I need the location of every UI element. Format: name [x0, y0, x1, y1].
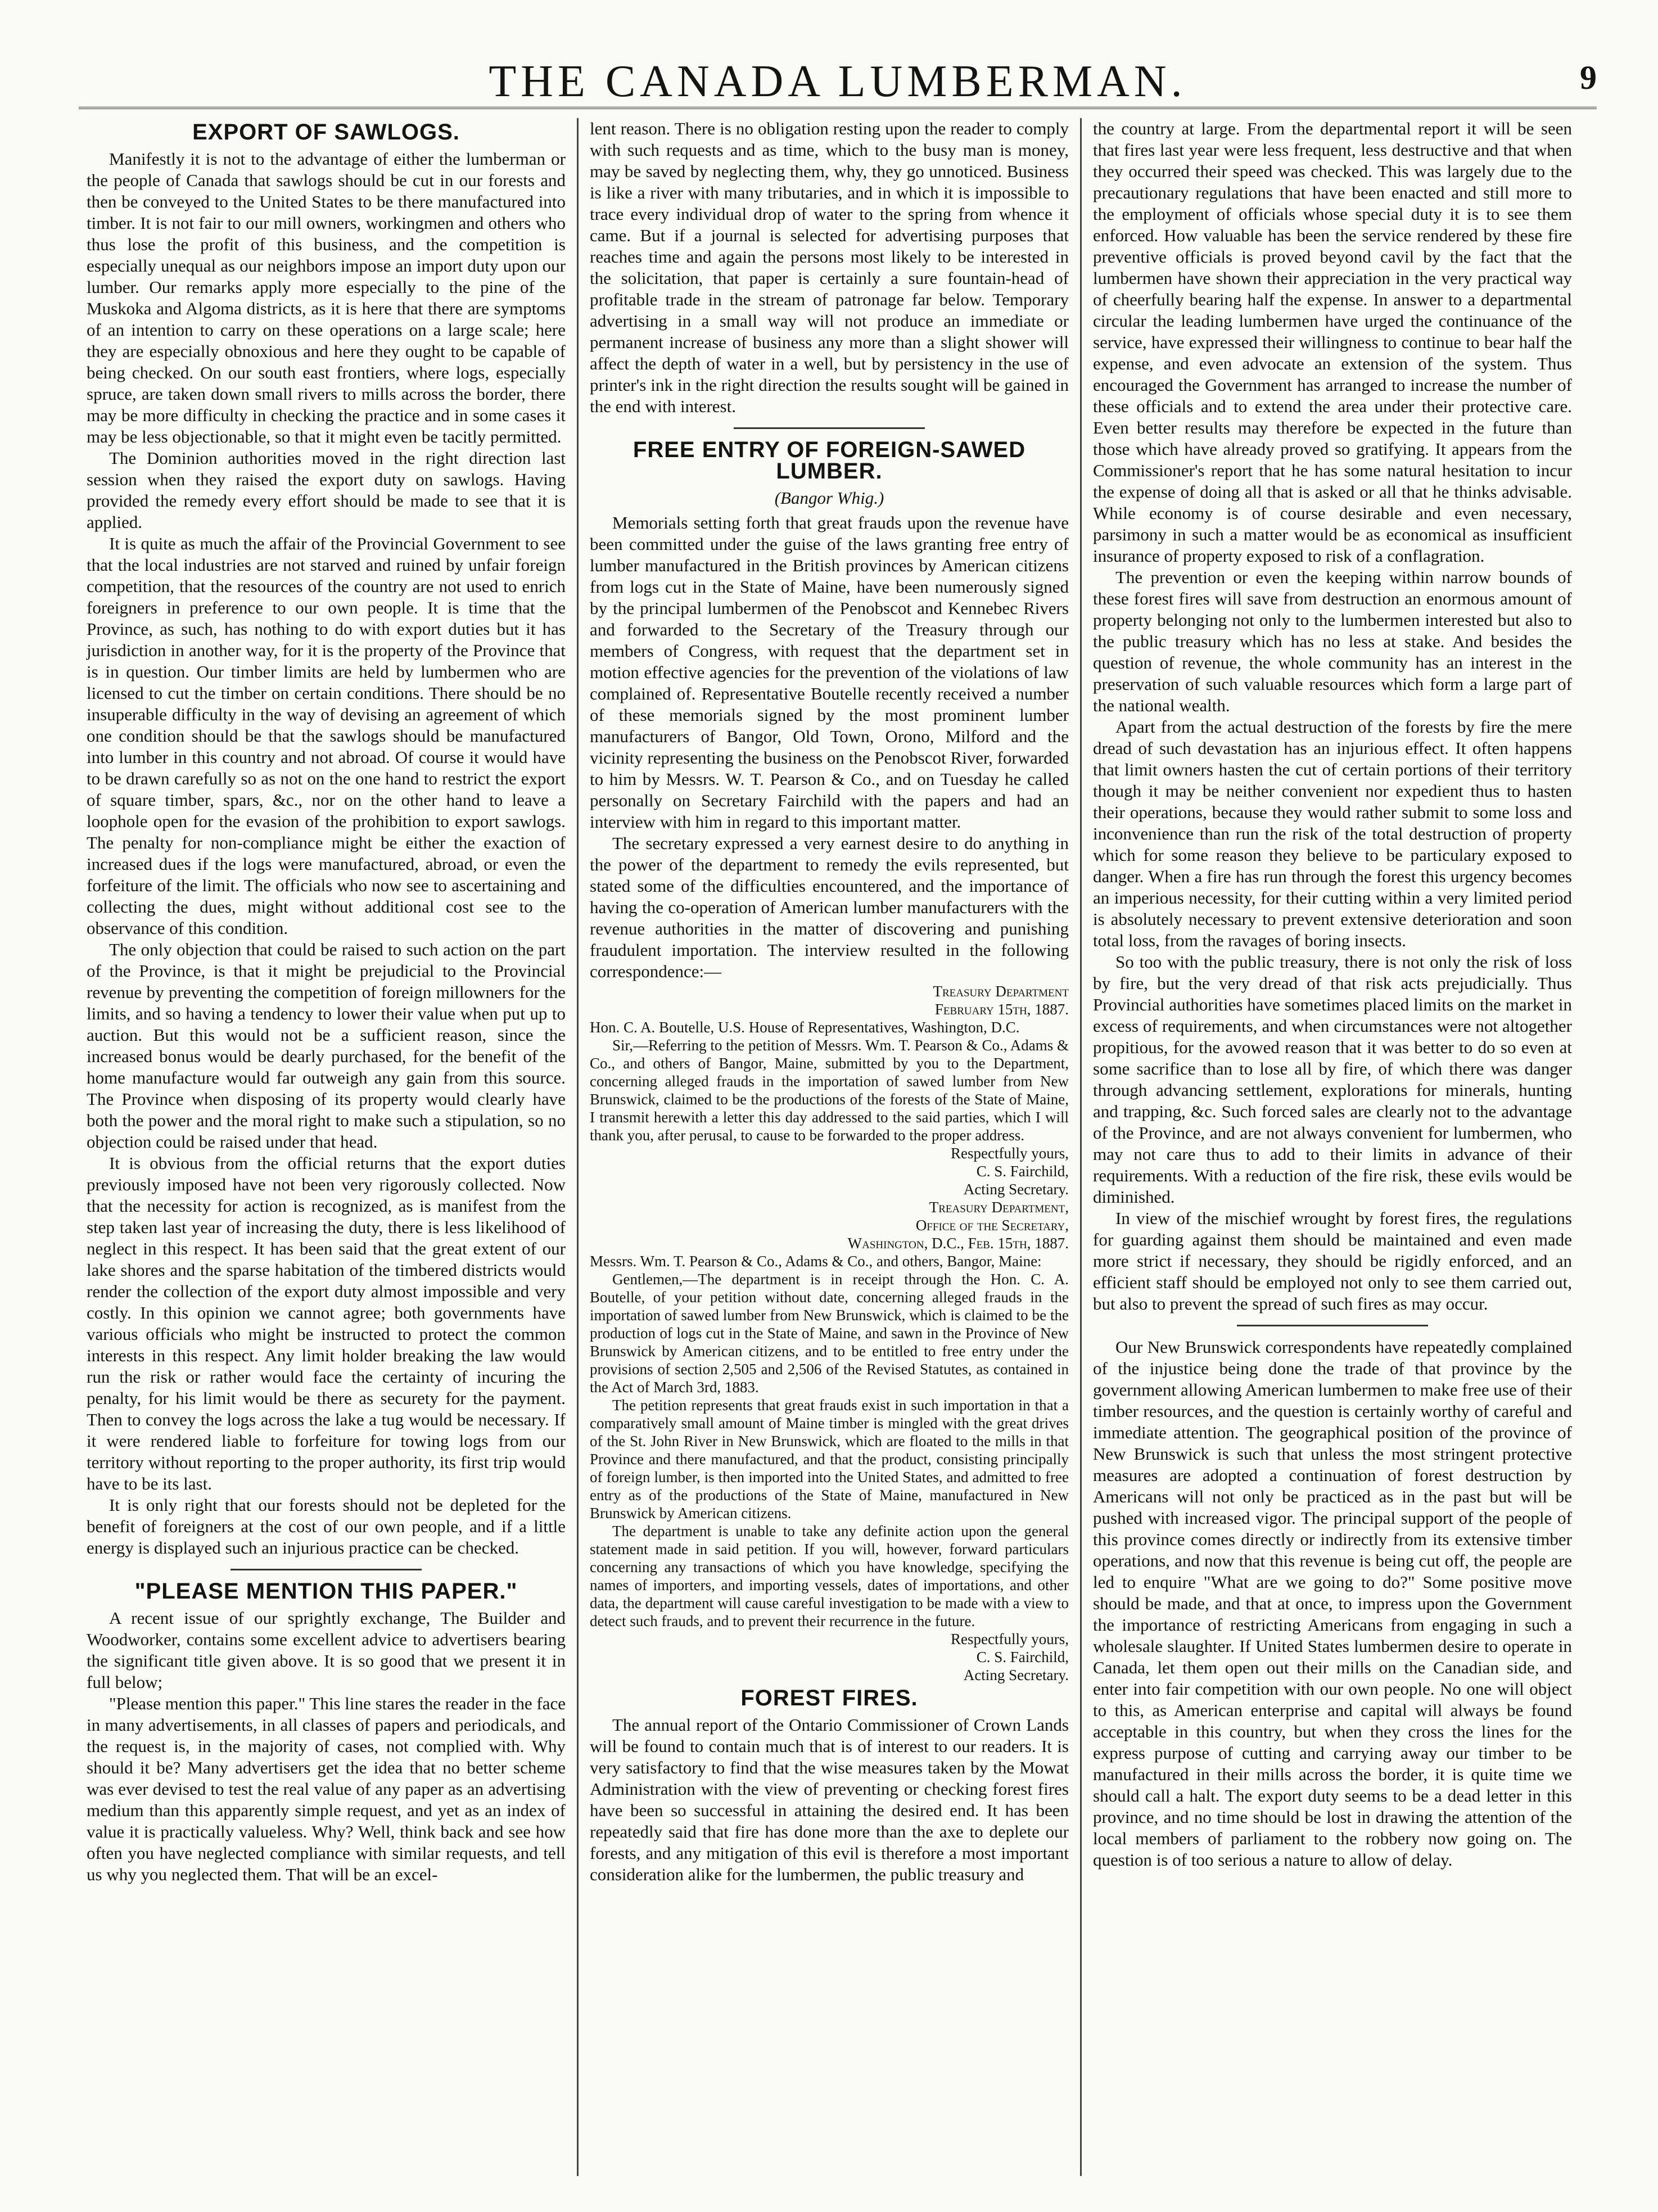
paragraph: The secretary expressed a very earnest desire to do anything in the power of the department to remedy the evils represented, but stated some of the difficulties encountered, and the importance of having the co-operation of American lumber manufacturers with the revenue authorities in the matter of discovering and punishing fraudulent importation. The interview resulted in the following correspondence:— — [590, 833, 1069, 981]
letter-date: February 15th, 1887. — [934, 1001, 1069, 1018]
letter-head: Treasury Department, — [929, 1199, 1069, 1216]
letter-date: Washington, D.C., Feb. 15th, 1887. — [847, 1235, 1069, 1252]
paragraph: It is quite as much the affair of the Provincial Government to see that the local industries are not starved and ruined by unfair foreign competition, that the resources of the country are not used to enrich foreigners in preference to our own people. It is time that the Province, as such, has nothing to do with export duties but it has jurisdiction in another way, for it is the property of the Province that is in question. Our timber limits are held by lumbermen who are licensed to cut the timber on certain conditions. There should be no insuperable difficulty in the way of devising an agreement of which one condition should be that the sawlogs should be manufactured into lumber in this country and not abroad. Of course it would have to be drawn carefully so as not on the one hand to restrict the export of square timber, spars, &c., nor on the other hand to leave a loophole open for the evasion of the prohibition to export sawlogs. The penalty for non-compliance might be either the exaction of increased dues if the logs were manufactured, abroad, or even the forfeiture of the limit. The officials who now see to ascertaining and collecting the dues, might without additional cost see to the observance of this condition. — [87, 534, 566, 938]
letter-addressee: Messrs. Wm. T. Pearson & Co., Adams & Co., and others, Bangor, Maine: — [590, 1253, 1042, 1270]
paragraph: It is obvious from the official returns that the export duties previously imposed have not been very rigorously collected. Now that the necessity for action is recognized, as is manifest from the step taken last year of increasing the duty, there is less likelihood of neglect in this respect. It has been said that the great extent of our lake shores and the sparse habitation of the timbered districts would render the collection of the export duty almost impossible and very costly. In this opinion we cannot agree; both governments have various officials who might be instructed to protect the common interests in this respect. Any limit holder breaking the law would run the risk or rather would face the certainty of incuring the penalty, for his limit would be there as securety for the payment. Then to convey the logs across the lake a tug would be necessary. If it were rendered liable to forfeiture for towing logs from our territory without reporting to the proper authority, its first trip would have to be its last. — [87, 1153, 566, 1493]
column-3 — [1085, 118, 1580, 2176]
letter-head: Office of the Secretary, — [915, 1217, 1069, 1234]
paragraph: So too with the public treasury, there is not only the risk of loss by fire, but the very dread of that risk acts prejudicially. Thus Provincial authorities have sometimes placed limits on the market in excess of requirements, and when circumstances were not altogether propitious, for the avowed reason that it was better to do so even at some sacrifice than to lose all by fire, of which there was danger through advancing settlement, explorations for minerals, hunting and trapping, &c. Such forced sales are clearly not to the advantage of the Province, and are not always convenient for lumbermen, who may not care thus to add to their limits in advance of their requirements. With a reduction of the fire risk, these evils would be diminished. — [1093, 952, 1572, 1207]
paragraph: Apart from the actual destruction of the forests by fire the mere dread of such devastation has an injurious effect. It often happens that limit owners hasten the cut of certain portions of their territory though it may be neither convenient nor expedient thus to hasten their operations, because they would rather submit to some loss and inconvenience than run the risk of the total destruction of property which for some reason they believe to be particulary exposed to danger. When a fire has run through the forest this urgency becomes an imperious necessity, for their cutting within a very limited period is absolutely necessary to prevent extensive deterioration and soon total loss, from the ravages of boring insects. — [1093, 717, 1572, 950]
paragraph: "Please mention this paper." This line stares the reader in the face in many advertisements, in all classes of papers and periodicals, and the request is, in the majority of cases, not complied with. Why should it be? Many advertisers get the idea that no better scheme was ever devised to test the real value of any paper as an advertising medium than this apparently simple request, and yet as an index of value it is practically valueless. Why? Well, think back and see how often you have neglected compliance with similar requests, and tell us why you neglected them. That will be an excel- — [87, 1694, 566, 1884]
letter-body: The petition represents that great frauds exist in such importation in that a comparatively small amount of Maine timber is mingled with the great drives of the St. John River in New Brunswick, which are floated to the mills in that Province and there manufactured, and that the product, consisting principally of foreign lumber, is then imported into the United States, and admitted to free entry as of the productions of the State of Maine, manufactured in New Brunswick by American citizens. — [590, 1397, 1069, 1522]
newspaper-page — [79, 34, 1597, 2182]
paragraph: In view of the mischief wrought by forest fires, the regulations for guarding against them should be maintained and even made more strict if necessary, they should be rigidly enforced, and an efficient staff should be employed not only to see them carried out, but also to prevent the spread of such fires as may occur. — [1093, 1208, 1572, 1313]
letter-head: Treasury Department — [933, 983, 1069, 1000]
letter-body: Gentlemen,—The department is in receipt through the Hon. C. A. Boutelle, of your petition without date, concerning alleged frauds in the importation of sawed lumber from New Brunswick, which is claimed to be the production of logs cut in the State of Maine, and sawn in the Province of New Brunswick by American citizens, and to be entitled to free entry under the provisions of section 2,505 and 2,506 of the Revised Statutes, as contained in the Act of March 3rd, 1883. — [590, 1271, 1069, 1396]
letter-signer-title: Acting Secretary. — [963, 1667, 1069, 1683]
paragraph: It is only right that our forests should not be depleted for the benefit of foreigners at the cost of our own people, and if a little energy is displayed such an injurious practice can be checked. — [87, 1495, 566, 1558]
article-title: "PLEASE MENTION THIS PAPER." — [134, 1579, 518, 1604]
columns — [79, 118, 1597, 2176]
article-source: (Bangor Whig.) — [774, 488, 884, 508]
page-header — [79, 34, 1597, 109]
paragraph: Our New Brunswick correspondents have repeatedly complained of the injustice being done the trade of that province by the government allowing American lumbermen to make free use of their timber resources, and the question is certainly worthy of careful and immediate attention. The geographical position of the province of New Brunswick is such that unless the most stringent protective measures are adopted a continuation of forest destruction by Americans will not only be practiced as in the past but will be pushed with increased vigor. The principal support of the people of this province comes directly or indirectly from its extensive timber operations, and now that this revenue is being cut off, the people are led to enquire "What are we going to do?" Some positive move should be made, and that at once, to impress upon the Government the importance of restricting Americans from engaging in such a wholesale slaughter. If United States lumbermen desire to operate in Canada, let them open out their mills on the Canadian side, and enter into fair competition with our own people. No one will object to this, as American enterprise and capital will always be found acceptable in this country, but when they cross the lines for the express purpose of cutting and carrying away our timber to be manufactured in their mills across the border, it is quite time we should call a halt. The export duty seems to be a dead letter in this province, and no time should be lost in drawing the attention of the local members of parliament to the robbery now going on. The question is of too serious a nature to allow of delay. — [1093, 1337, 1572, 1870]
letter-body: The department is unable to take any definite action upon the general statement made in said petition. If you will, however, forward particulars concerning any transactions of which you have knowledge, specifying the names of importers, and importing vessels, dates of importations, and other data, the department will cause careful investigation to be made with a view to detect such frauds, and to prevent their recurrence in the future. — [590, 1523, 1069, 1629]
column-1 — [79, 118, 573, 2176]
masthead: THE CANADA LUMBERMAN. — [489, 57, 1187, 106]
paragraph: the country at large. From the departmental report it will be seen that fires last year were less frequent, less destructive and that when they occurred their speed was checked. This was largely due to the precautionary regulations that have been enacted and still more to the employment of officials whose special duty it is to see them enforced. How valuable has been the service rendered by these fire preventive officials is proved beyond cavil by the fact that the lumbermen have shown their appreciation in the very practical way of cheerfully bearing half the expense. In answer to a departmental circular the leading lumbermen have urged the continuance of the service, have expressed their willingness to continue to bear half the expense, and even advocate an extension of the system. Thus encouraged the Government has arranged to increase the number of these officials and to extend the area under their protective care. Even better results may therefore be expected in the future than those which have already proved so gratifying. It appears from the Commissioner's report that he has some natural hesitation to incur the expense of doing all that is asked or all that he thinks advisable. While economy is of course desirable and even necessary, parsimony in such a matter would be as economical as insufficient insurance of property exposed to risk of a conflagration. — [1093, 119, 1572, 566]
article-title: EXPORT OF SAWLOGS. — [192, 120, 460, 145]
letter-signer: C. S. Fairchild, — [976, 1163, 1069, 1180]
paragraph: The annual report of the Ontario Commissioner of Crown Lands will be found to contain much that is of interest to our readers. It is very satisfactory to find that the wise measures taken by the Mowat Administration with the view of preventing or checking forest fires have been so successful in attaining the desired end. It has been repeatedly said that fire has done more than the axe to deplete our forests, and any mitigation of this evil is therefore a most important consideration alike for the lumbermen, the public treasury and — [590, 1715, 1069, 1884]
letter-signer: C. S. Fairchild, — [976, 1649, 1069, 1665]
letter-body: Sir,—Referring to the petition of Messrs. Wm. T. Pearson & Co., Adams & Co., and others of Bangor, Maine, submitted by you to the Department, concerning alleged frauds in the importation of sawed lumber from New Brunswick, claimed to be the productions of the forests of the State of Maine, I transmit herewith a letter this day addressed to the said parties, which I will thank you, after perusal, to cause to be forwarded to the proper address. — [590, 1037, 1069, 1144]
letter-signer-title: Acting Secretary. — [963, 1181, 1069, 1198]
article-title: FREE ENTRY OF FOREIGN-SAWED LUMBER. — [633, 437, 1026, 484]
letter-addressee: Hon. C. A. Boutelle, U.S. House of Representatives, Washington, D.C. — [590, 1019, 1020, 1036]
letter-close: Respectfully yours, — [951, 1631, 1069, 1647]
page-number: 9 — [1580, 59, 1597, 96]
paragraph: The Dominion authorities moved in the right direction last session when they raised the export duty on sawlogs. Having provided the remedy every effort should be made to see that it is applied. — [87, 448, 566, 532]
divider — [231, 1569, 422, 1570]
paragraph: Manifestly it is not to the advantage of either the lumberman or the people of Canada that sawlogs should be cut in our forests and then be conveyed to the United States to be there manufactured into timber. It is not fair to our mill owners, workingmen and others who thus lose the profit of this business, and the competition is especially unequal as our neighbors impose an import duty upon our lumber. Our remarks apply more especially to the pine of the Muskoka and Algoma districts, as it is here that there are symptoms of an intention to carry on these operations on a large scale; here they are especially obnoxious and here they ought to be capable of being checked. On our south east frontiers, where logs, especially spruce, are taken down small rivers to mills across the border, there may be more difficulty in checking the practice and in some cases it may be less objectionable, so that it might even be tacitly permitted. — [87, 149, 566, 446]
paragraph: The only objection that could be raised to such action on the part of the Province, is that it might be prejudicial to the Provincial revenue by preventing the competition of foreign millowners for the limits, and so having a tendency to lower their value when put up to auction. But this would not be a sufficient reason, since the increased bonus would be dearly purchased, for the benefit of the home manufacture would far outweigh any gain from this source. The Province when disposing of its property would clearly have both the power and the moral right to make such a stipulation, so no objection could be raised under that head. — [87, 940, 566, 1152]
column-rule — [577, 118, 579, 2176]
paragraph: The prevention or even the keeping within narrow bounds of these forest fires will save from destruction an enormous amount of property belonging not only to the lumbermen interested but also to the public treasury which has no less at stake. And besides the question of revenue, the whole community has an interest in the preservation of such valuable resources which form a large part of the national wealth. — [1093, 567, 1572, 715]
article-title: FOREST FIRES. — [740, 1686, 918, 1710]
paragraph: A recent issue of our sprightly exchange, The Builder and Woodworker, contains some excellent advice to advertisers bearing the significant title given above. It is so good that we present it in full below; — [87, 1608, 566, 1692]
divider — [1237, 1325, 1429, 1326]
letter-close: Respectfully yours, — [951, 1145, 1069, 1162]
paragraph: lent reason. There is no obligation resting upon the reader to comply with such requests and as time, which to the busy man is money, may be saved by neglecting them, why, they go unnoticed. Business is like a river with many tributaries, and in which it is impossible to trace every individual drop of water to the spring from whence it came. But if a journal is selected for advertising purposes that reaches time and again the persons most likely to be interested in the solicitation, that paper is certainly a sure fountain-head of profitable trade in the stream of patronage far below. Temporary advertising in a small way will not produce an immediate or permanent increase of business any more than a slight shower will affect the depth of water in a well, but by persistency in the use of printer's ink in the right direction the results sought will be gained in the end with interest. — [590, 119, 1069, 416]
column-rule — [1080, 118, 1082, 2176]
divider — [734, 427, 925, 429]
paragraph: Memorials setting forth that great frauds upon the revenue have been committed under the guise of the laws granting free entry of lumber manufactured in the British provinces by American citizens from logs cut in the State of Maine, have been numerously signed by the principal lumbermen of the Penobscot and Kennebec Rivers and forwarded to the Secretary of the Treasury through our members of Congress, with request that the department set in motion effective agencies for the prevention of the violations of law complained of. Representative Boutelle recently received a number of these memorials signed by the most prominent lumber manufacturers of Bangor, Old Town, Orono, Milford and the vicinity representing the business on the Penobscot River, forwarded to him by Messrs. W. T. Pearson & Co., and on Tuesday he called personally on Secretary Fairchild with the papers and had an interview with him in regard to this important matter. — [590, 513, 1069, 832]
column-2 — [582, 118, 1077, 2176]
